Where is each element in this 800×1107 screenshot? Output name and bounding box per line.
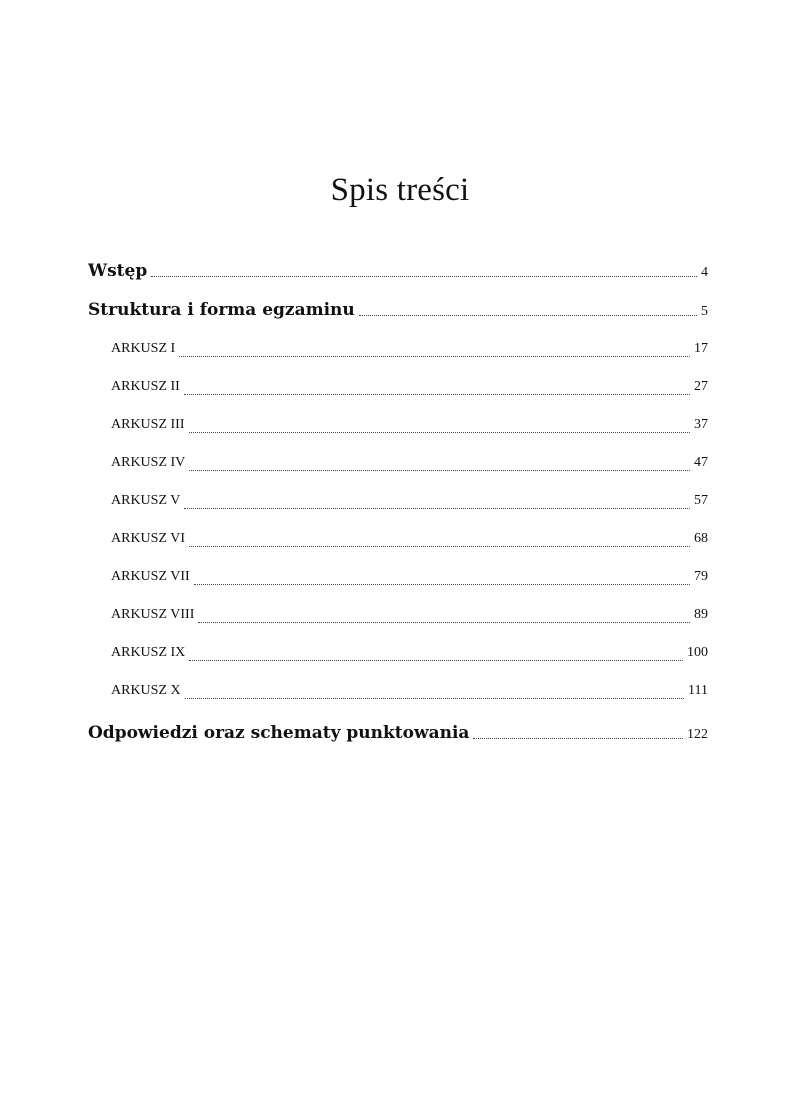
toc-entry-arkusz-4[interactable] [88, 444, 708, 482]
dot-leader [189, 520, 690, 558]
toc-entry-page-number: 5 [701, 304, 708, 319]
toc-entry-arkusz-2[interactable] [88, 368, 708, 406]
dot-leader [185, 672, 684, 710]
toc-entry-arkusz-7[interactable] [88, 558, 708, 596]
dot-leader [473, 718, 683, 748]
toc-entry-arkusz-5[interactable] [88, 482, 708, 520]
toc-entry-wstep[interactable] [88, 256, 708, 286]
toc-entry-label: ARKUSZ V [111, 493, 181, 508]
toc-entry-page-number: 68 [694, 531, 708, 546]
dot-leader [189, 406, 691, 444]
toc-entry-label: Struktura i forma egzaminu [88, 300, 355, 320]
toc-entry-label: ARKUSZ IV [111, 455, 186, 470]
toc-entry-page-number: 27 [694, 379, 708, 394]
dot-leader [151, 256, 697, 286]
toc-entry-label: ARKUSZ VI [111, 531, 186, 546]
toc-entry-arkusz-1[interactable] [88, 330, 708, 368]
dot-leader [359, 295, 697, 325]
toc-entry-odpowiedzi[interactable] [88, 718, 708, 748]
toc-entry-page-number: 89 [694, 607, 708, 622]
toc-entry-page-number: 122 [687, 727, 708, 742]
page-title: Spis treści [330, 172, 470, 208]
toc-entry-page-number: 37 [694, 417, 708, 432]
dot-leader [184, 482, 690, 520]
toc-entry-label: ARKUSZ I [111, 341, 176, 356]
dot-leader [198, 596, 690, 634]
dot-leader [184, 368, 690, 406]
toc-entry-label: ARKUSZ II [111, 379, 180, 394]
toc-entry-page-number: 100 [687, 645, 708, 660]
toc-entry-label: Wstęp [88, 261, 148, 281]
toc-entry-label: Odpowiedzi oraz schematy punktowania [88, 723, 470, 743]
dot-leader [189, 634, 683, 672]
toc-entry-page-number: 4 [701, 265, 708, 280]
toc-entry-arkusz-8[interactable] [88, 596, 708, 634]
toc-entry-page-number: 79 [694, 569, 708, 584]
toc-entry-struktura[interactable] [88, 295, 708, 325]
toc-entry-arkusz-10[interactable] [88, 672, 708, 710]
toc-entry-page-number: 111 [688, 683, 708, 698]
toc-entry-arkusz-6[interactable] [88, 520, 708, 558]
toc-entry-page-number: 57 [694, 493, 708, 508]
dot-leader [194, 558, 690, 596]
toc-entry-label: ARKUSZ IX [111, 645, 186, 660]
toc-entry-label: ARKUSZ X [111, 683, 181, 698]
dot-leader [179, 330, 690, 368]
table-of-contents [88, 256, 708, 748]
toc-entry-label: ARKUSZ VII [111, 569, 190, 584]
dot-leader [189, 444, 690, 482]
toc-entry-label: ARKUSZ III [111, 417, 185, 432]
toc-entry-label: ARKUSZ VIII [111, 607, 195, 622]
toc-entry-arkusz-9[interactable] [88, 634, 708, 672]
toc-entry-arkusz-3[interactable] [88, 406, 708, 444]
toc-entry-page-number: 17 [694, 341, 708, 356]
toc-entry-page-number: 47 [694, 455, 708, 470]
